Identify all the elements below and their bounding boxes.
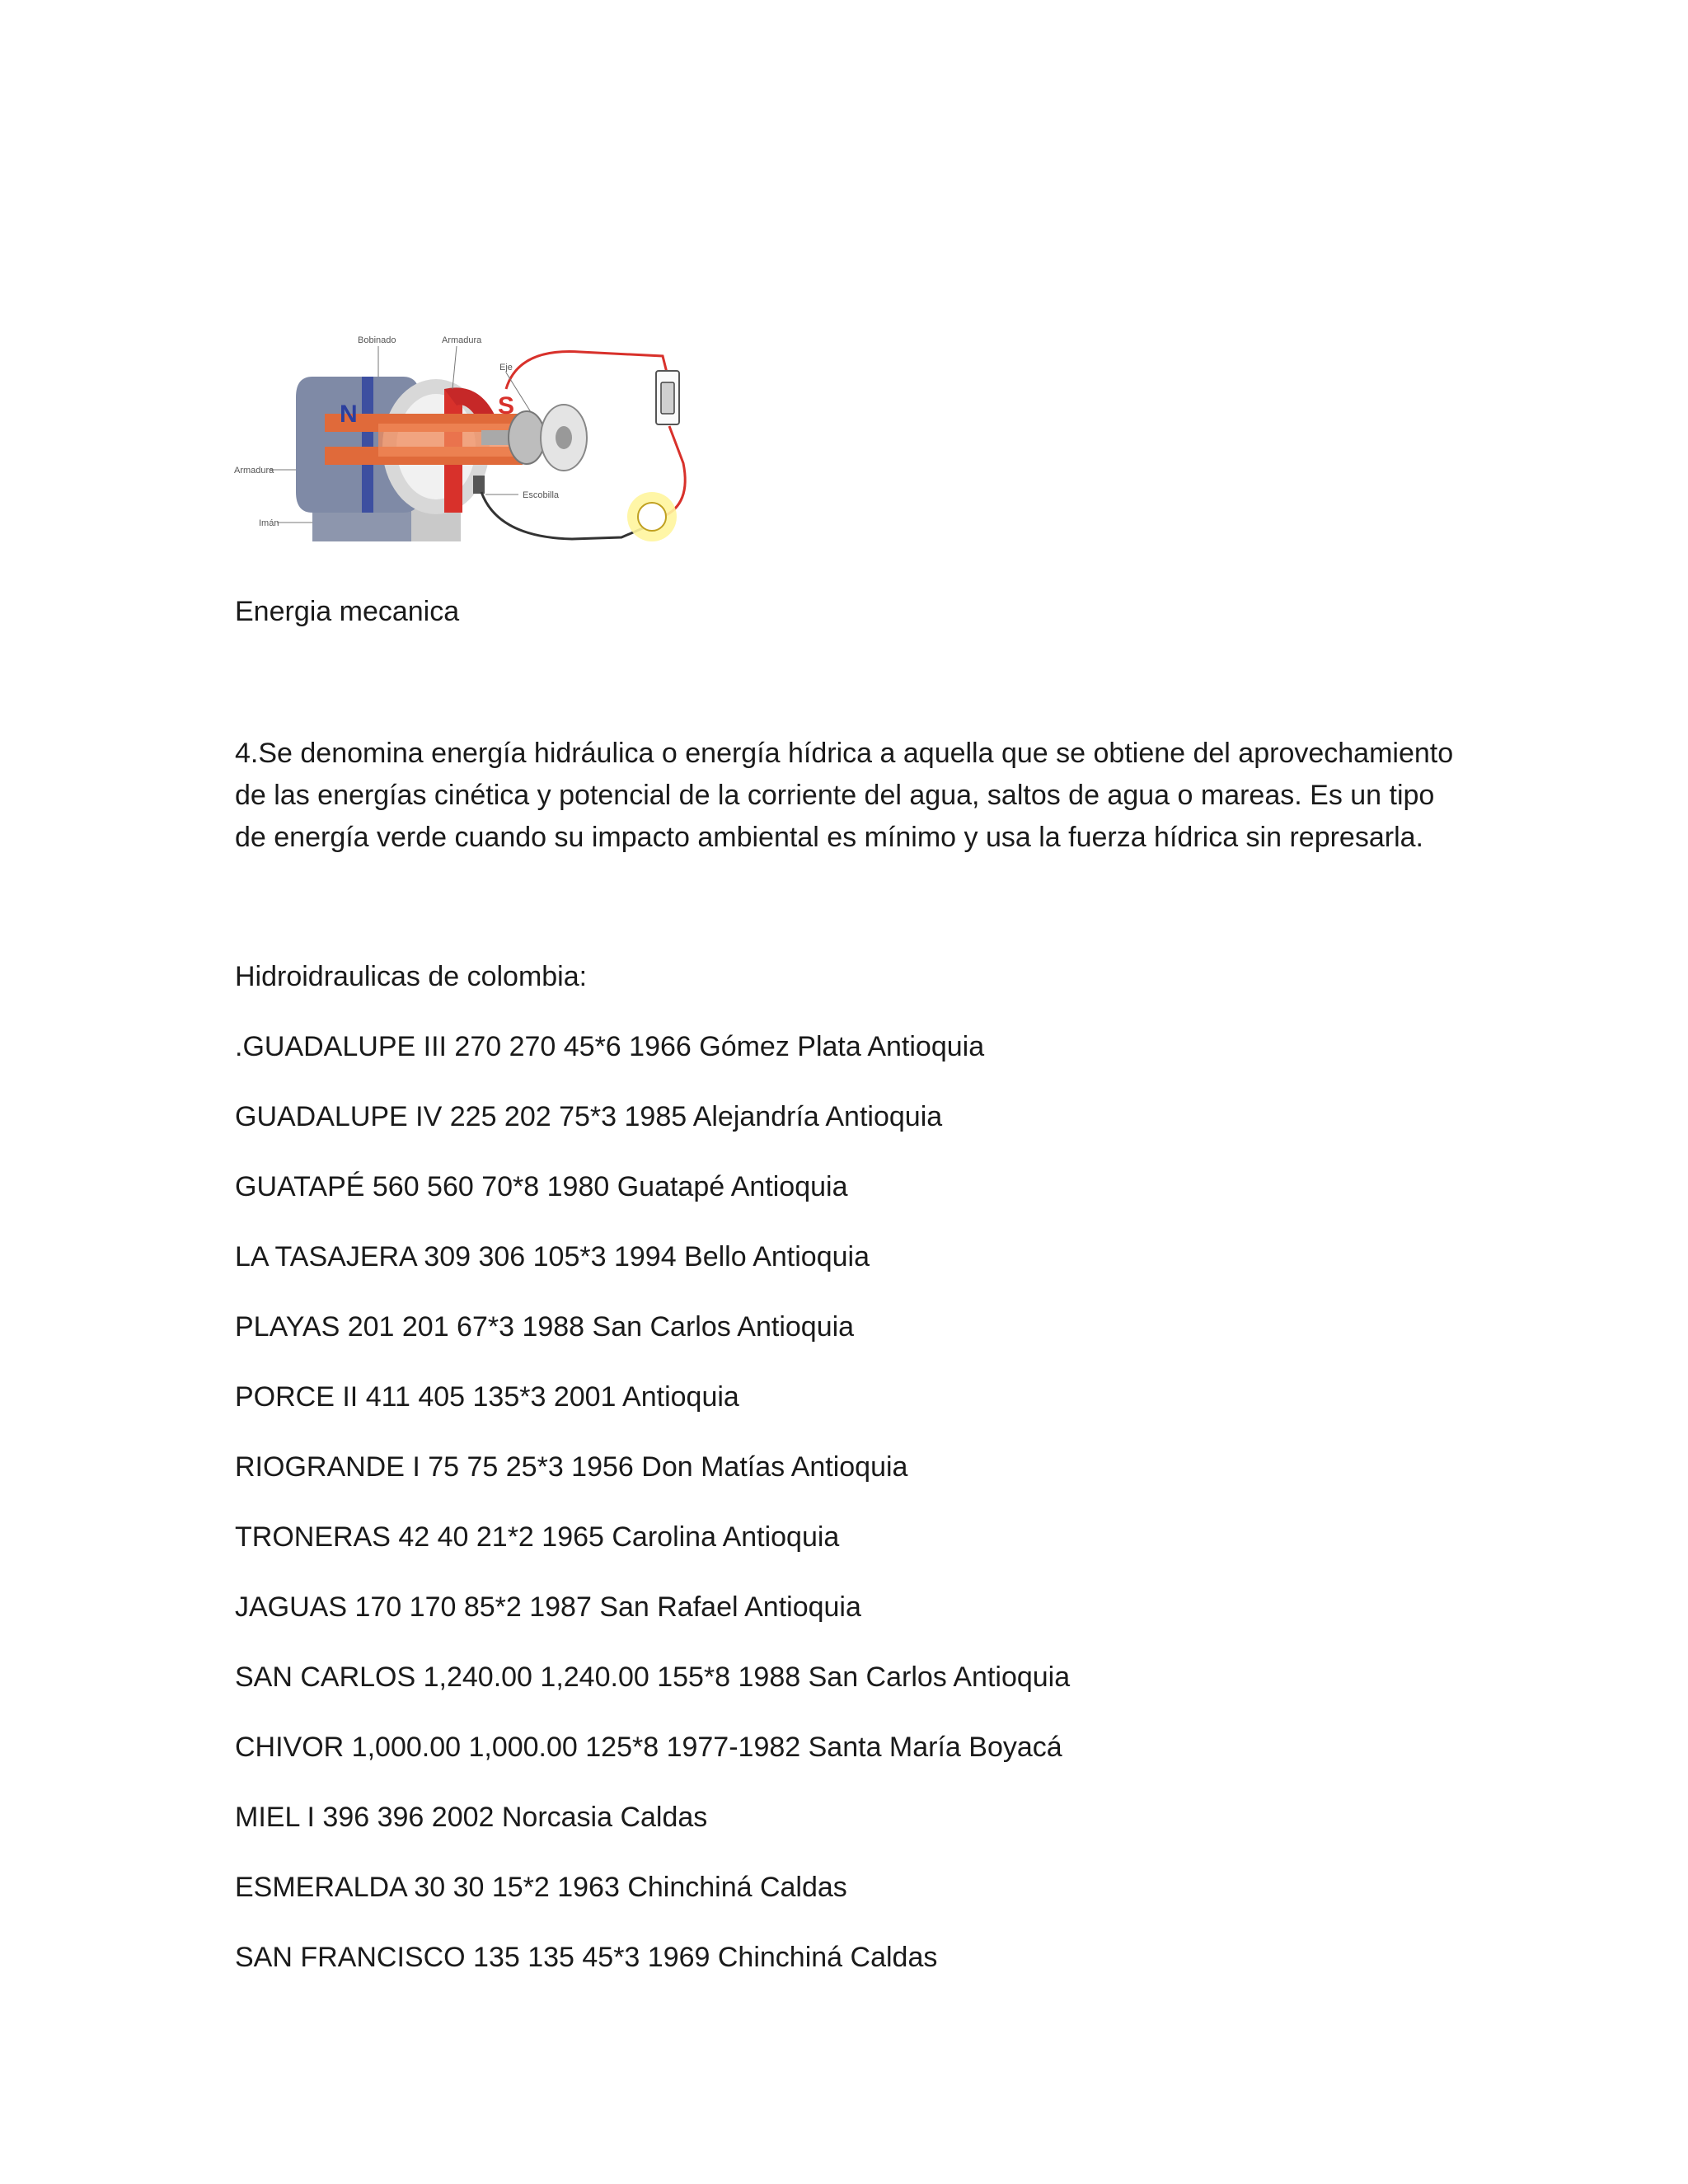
list-item: TRONERAS 42 40 21*2 1965 Carolina Antioquia <box>235 1521 840 1553</box>
switch-toggle <box>661 382 674 414</box>
housing-band <box>362 377 373 513</box>
pole-s-label: S <box>498 392 515 419</box>
label-bobinado: Bobinado <box>358 335 396 345</box>
label-armadura-left: Armadura <box>234 466 274 476</box>
list-item: PORCE II 411 405 135*3 2001 Antioquia <box>235 1381 739 1413</box>
label-escobilla: Escobilla <box>523 490 560 500</box>
list-item: ESMERALDA 30 30 15*2 1963 Chinchiná Caldas <box>235 1872 847 1903</box>
list-item: GUADALUPE IV 225 202 75*3 1985 Alejandría Antioquia <box>235 1101 943 1132</box>
pole-n-label: N <box>340 401 358 428</box>
list-item: RIOGRANDE I 75 75 25*3 1956 Don Matías Antioquia <box>235 1451 908 1483</box>
leader-armadura-top <box>452 346 457 389</box>
label-armadura-top: Armadura <box>442 335 482 345</box>
label-iman: Imán <box>259 518 279 528</box>
list-item: .GUADALUPE III 270 270 45*6 1966 Gómez Plata Antioquia <box>235 1031 985 1062</box>
wire-top <box>506 352 667 389</box>
list-item: LA TASAJERA 309 306 105*3 1994 Bello Antioquia <box>235 1241 870 1272</box>
list-item: PLAYAS 201 201 67*3 1988 San Carlos Antioquia <box>235 1311 855 1343</box>
wire-bottom <box>481 492 650 539</box>
generator-illustration <box>234 331 745 558</box>
list-item: SAN CARLOS 1,240.00 1,240.00 155*8 1988 San Carlos Antioquia <box>235 1661 1071 1693</box>
pulley-hub <box>556 426 572 449</box>
list-item: GUATAPÉ 560 560 70*8 1980 Guatapé Antioquia <box>235 1171 848 1202</box>
bulb-icon <box>638 503 666 531</box>
list-item: MIEL I 396 396 2002 Norcasia Caldas <box>235 1802 708 1833</box>
section-heading: Hidroidraulicas de colombia: <box>235 961 588 992</box>
hydro-plant-list <box>235 1026 1070 2007</box>
list-item: JAGUAS 170 170 85*2 1987 San Rafael Antioquia <box>235 1591 861 1623</box>
list-item: CHIVOR 1,000.00 1,000.00 125*8 1977-1982 Santa María Boyacá <box>235 1732 1062 1763</box>
list-item: SAN FRANCISCO 135 135 45*3 1969 Chinchiná Caldas <box>235 1942 938 1973</box>
body-paragraph: 4.Se denomina energía hidráulica o energía hídrica a aquella que se obtiene del aprovechamiento de las energías cinética y potencial de la corriente del agua, saltos de agua o mareas. Es un tipo de energía verde cuando su impacto ambiental es mínimo y usa la fuerza hídrica sin represarla. <box>235 738 1454 853</box>
figure-caption: Energia mecanica <box>235 596 460 627</box>
label-eje: Eje <box>499 363 513 373</box>
brush <box>473 476 485 494</box>
generator-diagram <box>234 331 745 558</box>
